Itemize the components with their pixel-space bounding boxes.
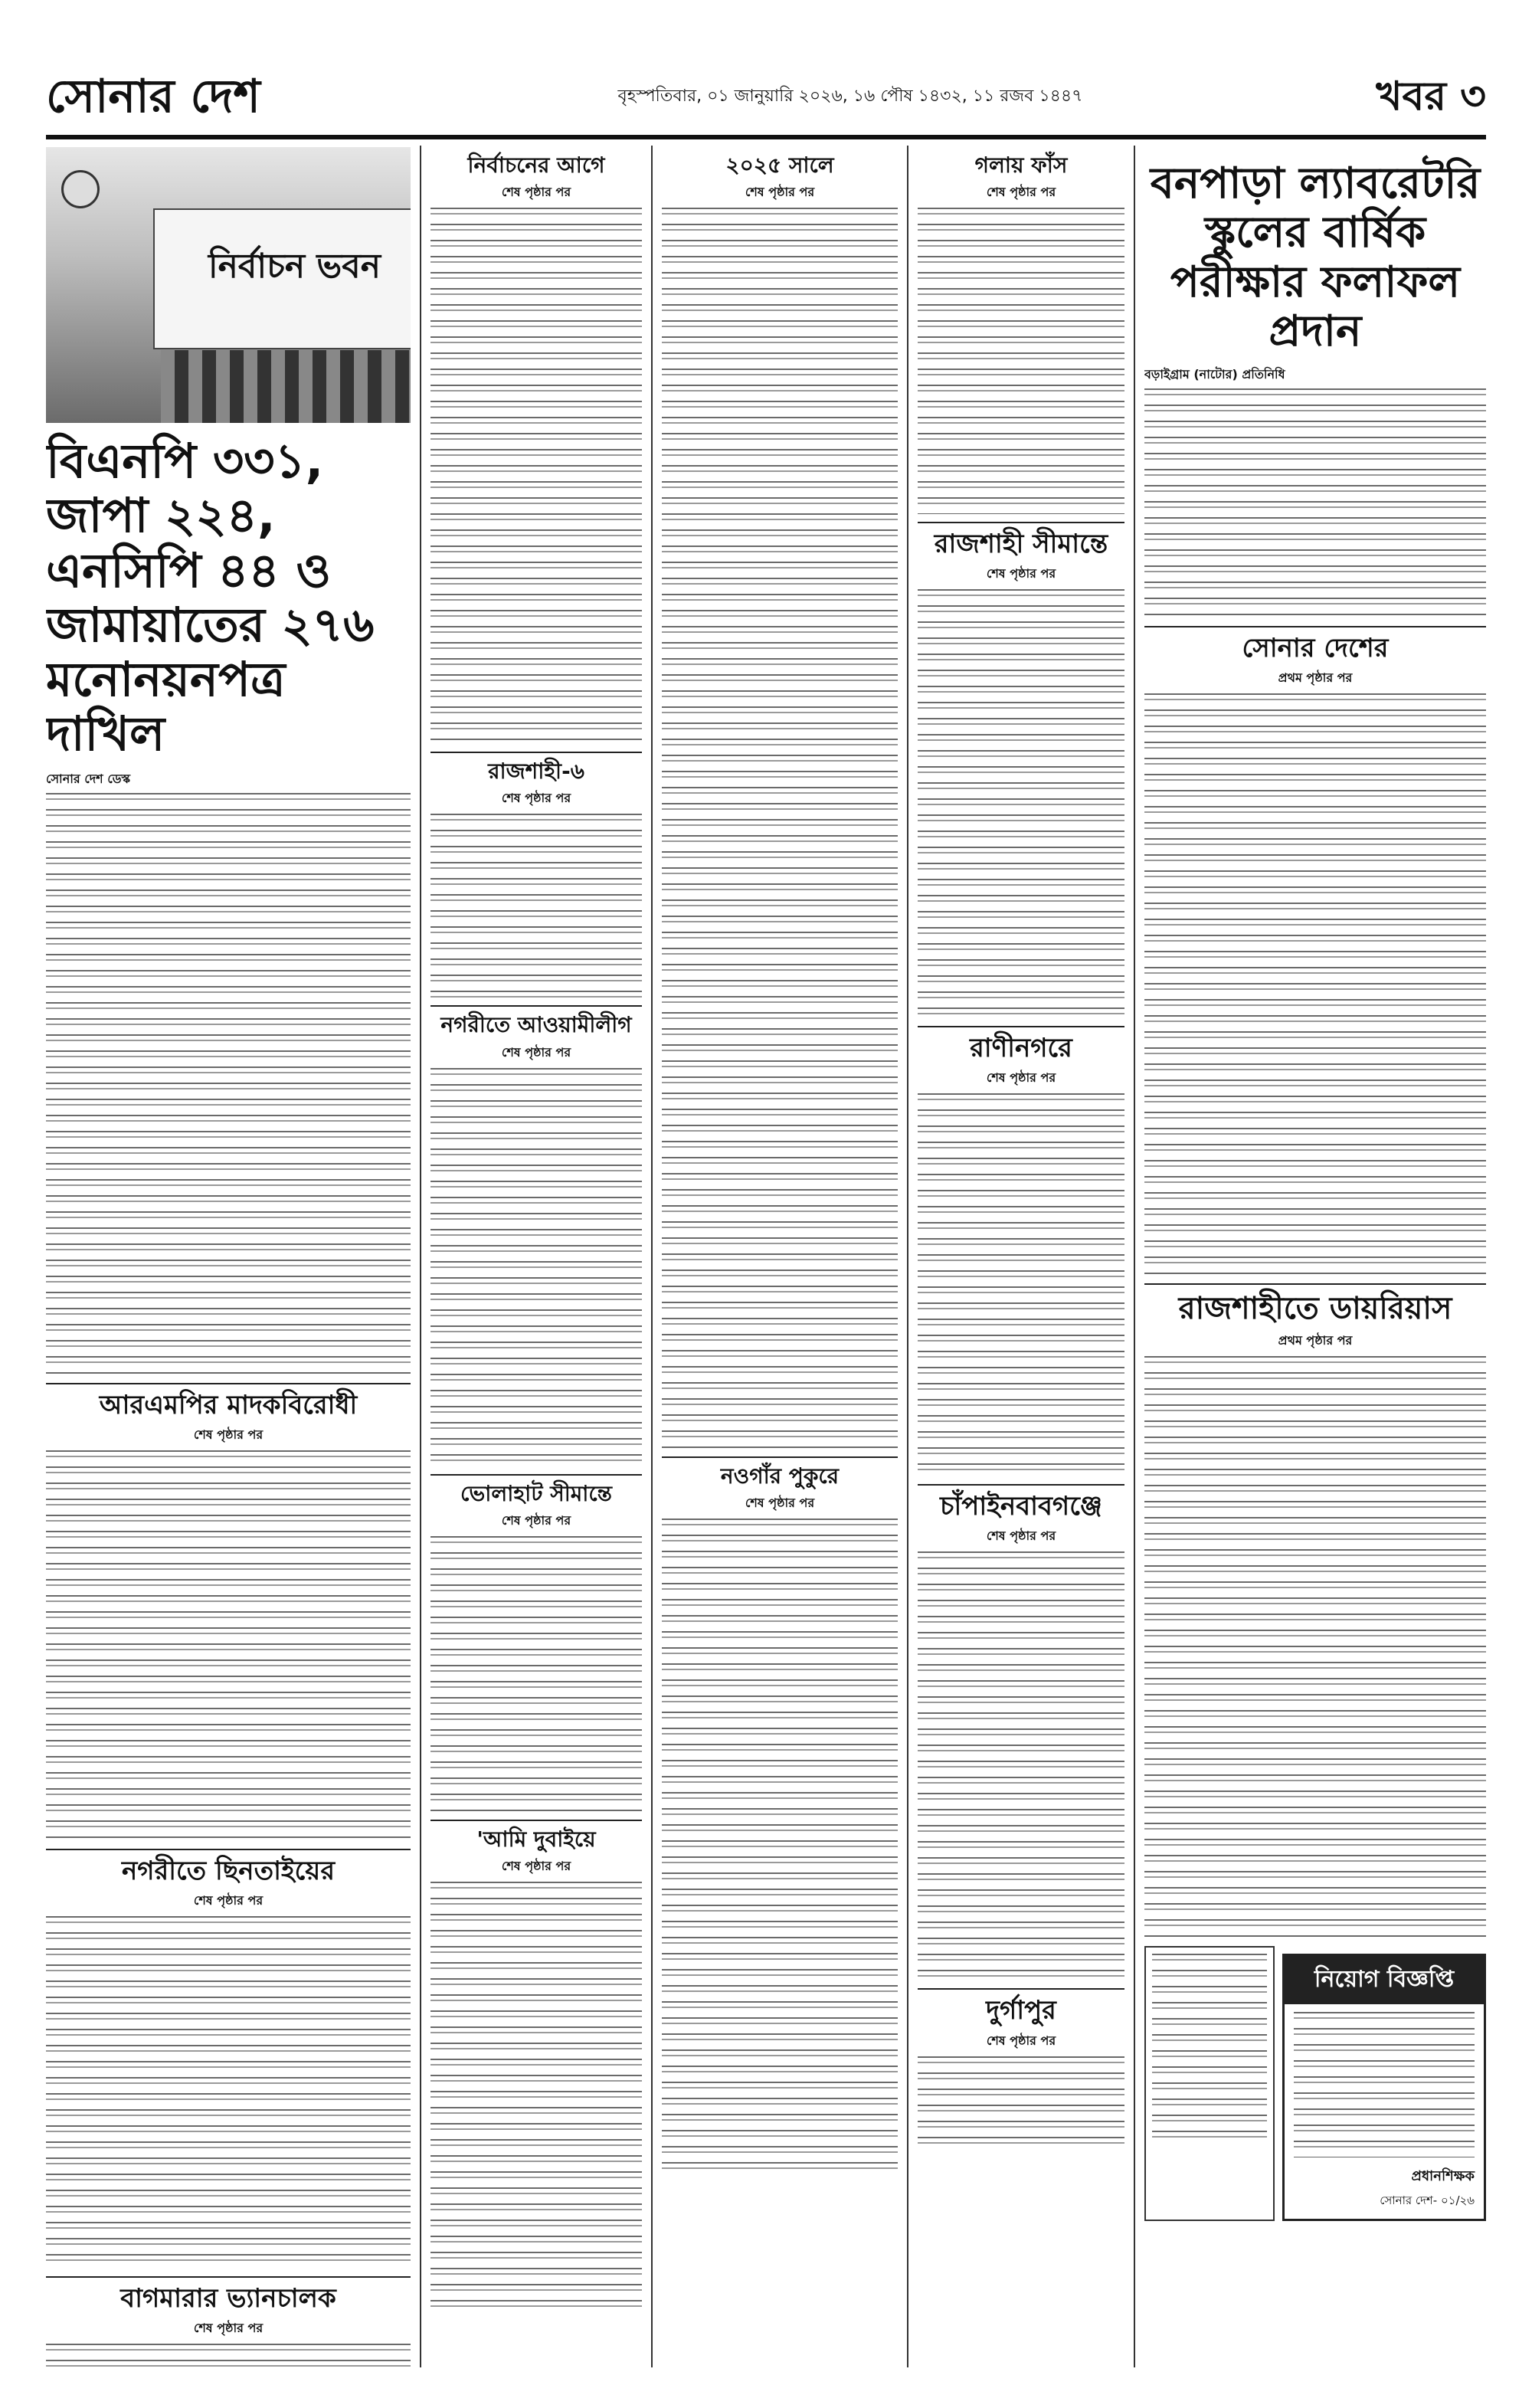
- story-e: [430, 752, 642, 998]
- story-body: [430, 814, 642, 998]
- story-continuation: প্রথম পৃষ্ঠার পর: [1278, 670, 1353, 685]
- story-continuation: শেষ পৃষ্ঠার পর: [501, 1512, 571, 1528]
- story-headline: রাজশাহী-৬: [488, 758, 584, 785]
- story-body: [662, 208, 898, 1449]
- story-continuation: শেষ পৃষ্ঠার পর: [501, 1044, 571, 1060]
- column-divider: [651, 146, 653, 2367]
- small-notice: [1144, 1946, 1275, 2221]
- notice-signer: প্রধানশিক্ষক: [1411, 2167, 1475, 2184]
- story-body: [918, 2056, 1124, 2148]
- story-body: [430, 1068, 642, 1466]
- story-continuation: শেষ পৃষ্ঠার পর: [501, 791, 571, 806]
- story-body: [430, 1882, 642, 2311]
- story-body: [1144, 1356, 1486, 1938]
- story-body: [46, 1450, 411, 1841]
- seal-icon: [61, 170, 100, 208]
- story-continuation: শেষ পৃষ্ঠার পর: [193, 1427, 264, 1442]
- story-l: [918, 522, 1124, 1018]
- story-continuation: শেষ পৃষ্ঠার পর: [986, 185, 1056, 200]
- notice-body: [1294, 2012, 1475, 2157]
- story-continuation: শেষ পৃষ্ঠার পর: [986, 1528, 1056, 1544]
- story-i: [430, 1820, 642, 2311]
- masthead-rule: [46, 135, 1486, 139]
- story-continuation: শেষ পৃষ্ঠার পর: [745, 1496, 815, 1511]
- story-o: [918, 1988, 1124, 2148]
- story-r: [1144, 1283, 1486, 1938]
- story-headline: আরএমপির মাদকবিরোধী: [99, 1389, 358, 1420]
- story-body: [918, 208, 1124, 514]
- story-headline: ভোলাহাট সীমান্তে: [460, 1480, 612, 1506]
- building-sign: নির্বাচন ভবন: [208, 247, 381, 286]
- story-body: [430, 208, 642, 744]
- story-d: [46, 1383, 411, 1841]
- story-g: [46, 1849, 411, 2269]
- story-body: [918, 1551, 1124, 1980]
- story-headline: নগরীতে ছিনতাইয়ের: [121, 1855, 336, 1886]
- story-body: [918, 1093, 1124, 1476]
- story-k: [662, 1456, 898, 2177]
- story-continuation: প্রথম পৃষ্ঠার পর: [1278, 1332, 1353, 1348]
- story-headline: রাণীনগরে: [970, 1033, 1072, 1064]
- story-continuation: শেষ পৃষ্ঠার পর: [193, 2321, 264, 2336]
- story-body: [918, 589, 1124, 1018]
- story-n: [918, 1484, 1124, 1980]
- section-label: খবর ৩: [1376, 74, 1486, 120]
- story-continuation: শেষ পৃষ্ঠার পর: [501, 1858, 571, 1873]
- story-c: [918, 147, 1124, 514]
- story-headline: চাঁপাইনবাবগঞ্জে: [940, 1491, 1102, 1522]
- story-body: [662, 1519, 898, 2177]
- column-1: [46, 147, 411, 2369]
- story-headline: বনপাড়া ল্যাবরেটরি স্কুলের বার্ষিক পরীক্ষার ফলাফল প্রদান: [1150, 159, 1481, 357]
- story-headline: রাজশাহী সীমান্তে: [934, 529, 1108, 560]
- recruitment-notice: [1282, 1954, 1486, 2221]
- notice-title: নিয়োগ বিজ্ঞপ্তি: [1285, 1956, 1484, 2004]
- story-headline: দুর্গাপুর: [986, 1995, 1056, 2026]
- story-body: [46, 2344, 411, 2369]
- story-byline: বড়াইগ্রাম (নাটোর) প্রতিনিধি: [1144, 366, 1285, 382]
- column-divider: [420, 146, 421, 2367]
- story-m: [918, 1026, 1124, 1476]
- column-5: [1144, 147, 1486, 2369]
- story-body: [1144, 388, 1486, 618]
- masthead: [46, 61, 1486, 132]
- column-4: [918, 147, 1124, 2369]
- election-building-photo: [46, 147, 411, 423]
- column-divider: [907, 146, 908, 2367]
- story-body: [46, 1916, 411, 2269]
- story-continuation: শেষ পৃষ্ঠার পর: [986, 566, 1056, 582]
- story-p: [1144, 147, 1486, 618]
- story-headline: রাজশাহীতে ডায়রিয়াস: [1178, 1290, 1452, 1326]
- bottom-ads: [1144, 1946, 1486, 2221]
- brand-logo: সোনার দেশ: [46, 70, 260, 123]
- story-continuation: শেষ পৃষ্ঠার পর: [193, 1892, 264, 1908]
- story-headline: 'আমি দুবাইয়ে: [476, 1826, 596, 1852]
- small-notice-body: [1152, 1954, 1267, 2138]
- story-headline: নওগাঁর পুকুরে: [720, 1463, 840, 1489]
- story-j: [46, 2276, 411, 2369]
- lead-byline: সোনার দেশ ডেস্ক: [46, 771, 130, 786]
- story-headline: সোনার দেশের: [1242, 632, 1389, 663]
- column-2: [430, 147, 642, 2369]
- story-headline: নগরীতে আওয়ামীলীগ: [440, 1012, 632, 1038]
- ad-code: সোনার দেশ- ০১/২৬: [1380, 2193, 1475, 2207]
- building-pillars: [161, 350, 411, 423]
- lead-story-body: [46, 793, 411, 1375]
- story-headline: গলায় ফাঁস: [974, 152, 1068, 178]
- column-3: [662, 147, 898, 2369]
- story-headline: ২০২৫ সালে: [725, 152, 834, 178]
- building-facade: [153, 208, 411, 349]
- dateline: বৃহস্পতিবার, ০১ জানুয়ারি ২০২৬, ১৬ পৌষ ১৪৩২, ১১ রজব ১৪৪৭: [617, 87, 1083, 106]
- story-continuation: শেষ পৃষ্ঠার পর: [745, 185, 815, 200]
- story-b: [662, 147, 898, 1449]
- story-continuation: শেষ পৃষ্ঠার পর: [986, 2033, 1056, 2048]
- story-headline: বাগমারার ভ্যানচালক: [120, 2282, 336, 2314]
- story-continuation: শেষ পৃষ্ঠার পর: [986, 1070, 1056, 1086]
- story-headline: নির্বাচনের আগে: [467, 152, 605, 178]
- story-h: [430, 1474, 642, 1812]
- story-body: [1144, 693, 1486, 1276]
- column-divider: [1134, 146, 1135, 2367]
- story-q: [1144, 626, 1486, 1276]
- story-f: [430, 1005, 642, 1466]
- story-a: [430, 147, 642, 744]
- story-body: [430, 1536, 642, 1812]
- story-continuation: শেষ পৃষ্ঠার পর: [501, 185, 571, 200]
- lead-headline: বিএনপি ৩৩১, জাপা ২২৪, এনসিপি ৪৪ ও জামায়াতের ২৭৬ মনোনয়নপত্র দাখিল: [46, 433, 375, 762]
